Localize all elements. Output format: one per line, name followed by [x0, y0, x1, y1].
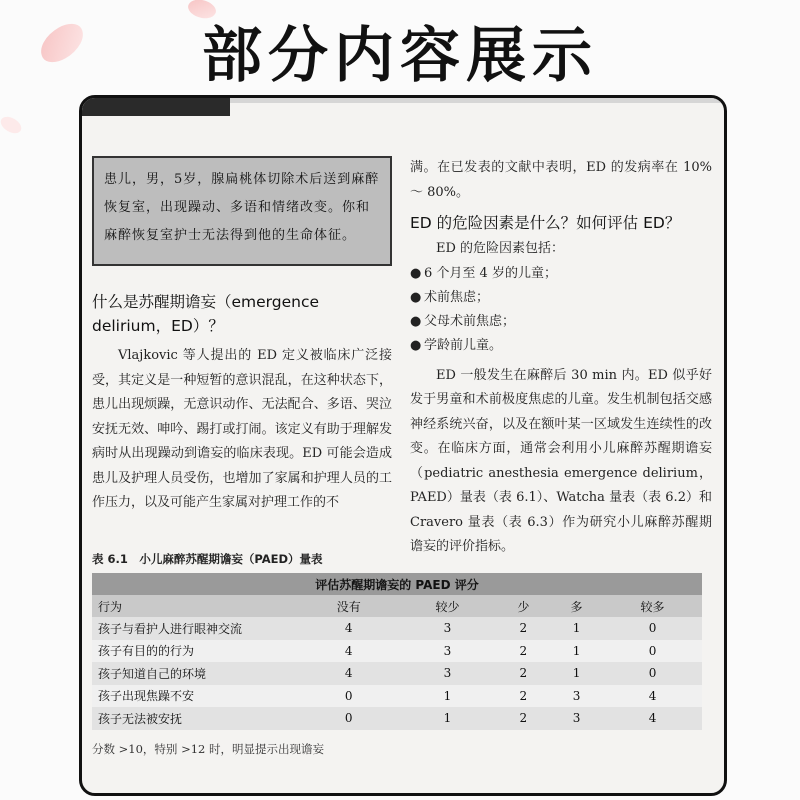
- score-cell: 3: [443, 643, 452, 658]
- score-cell: 2: [519, 643, 528, 658]
- bullet-icon: ●: [410, 289, 422, 305]
- right-column: [410, 156, 712, 560]
- behavior-cell: 孩子出现焦躁不安: [98, 689, 195, 704]
- score-cell: 3: [572, 711, 581, 726]
- column-header: 没有: [299, 595, 398, 617]
- banner-title: 部分内容展示: [202, 21, 598, 91]
- bullet-icon: ●: [410, 265, 422, 281]
- score-cell: 3: [443, 621, 452, 636]
- mechanism-paragraph: ED 一般发生在麻醉后 30 min 内。ED 似乎好发于男童和术前极度焦虑的儿童。发生机制包括交感神经系统兴奋，以及在额叶某一区域发生连续性的改变。在临床方面，通常会利用小儿麻醉苏醒期谵妄（pediatric anesthesia emergence delirium，PAED）量表（表 6.1）、Watcha 量表（表 6.2）和 Cravero 量表（表 6.3）作为研究小儿麻醉苏醒期谵妄的评价指标。: [410, 367, 712, 554]
- score-cell: 4: [344, 621, 353, 636]
- page-header-bar: [82, 98, 230, 116]
- score-cell: 0: [344, 688, 353, 703]
- score-cell: 1: [572, 666, 581, 681]
- list-item: ● 6 个月至 4 岁的儿童；: [410, 262, 712, 286]
- score-cell: 4: [648, 688, 657, 703]
- page-header-line: [230, 98, 724, 103]
- score-cell: 0: [648, 643, 657, 658]
- paed-table-container: [92, 573, 702, 730]
- score-cell: 3: [443, 666, 452, 681]
- case-box: 患儿，男，5岁，腺扁桃体切除术后送到麻醉恢复室，出现躁动、多语和情绪改变。你和麻醉恢复室护士无法得到他的生命体征。: [92, 156, 392, 266]
- decorative-petal: [0, 113, 24, 138]
- behavior-cell: 孩子有目的的行为: [98, 644, 195, 659]
- column-header: 少: [497, 595, 550, 617]
- risk-factor-list: [410, 262, 712, 358]
- score-cell: 4: [344, 643, 353, 658]
- behavior-cell: 孩子无法被安抚: [98, 711, 183, 726]
- behavior-cell: 孩子知道自己的环境: [98, 666, 207, 681]
- table-row: [92, 662, 702, 685]
- score-cell: 0: [344, 711, 353, 726]
- table-row: [92, 617, 702, 640]
- column-header: 多: [550, 595, 603, 617]
- bullet-icon: ●: [410, 337, 422, 353]
- table-super-header: 评估苏醒期谵妄的 PAED 评分: [92, 573, 702, 595]
- book-page-frame: [79, 95, 727, 796]
- section-heading-emergence-delirium: 什么是苏醒期谵妄（emergence delirium，ED）？: [92, 293, 320, 335]
- risk-intro: ED 的危险因素包括：: [436, 241, 565, 256]
- table-footnote: 分数 >10，特别 >12 时，明显提示出现谵妄: [92, 742, 325, 756]
- section-heading-risk-factors: ED 的危险因素是什么？如何评估 ED？: [410, 214, 681, 232]
- definition-paragraph: Vlajkovic 等人提出的 ED 定义被临床广泛接受，其定义是一种短暂的意识混乱，在这种状态下，患儿出现烦躁，无意识动作、无法配合、多语、哭泣安抚无效、呻吟、踢打或打闹。该定义有助于理解发病时从出现躁动到谵妄的临床表现。ED 可能会造成患儿及护理人员受伤，也增加了家属和护理人员的工作压力，以及可能产生家属对护理工作的不: [92, 348, 392, 510]
- column-header: 行为: [92, 595, 299, 617]
- list-item: ● 术前焦虑；: [410, 286, 712, 310]
- table-row: [92, 707, 702, 730]
- score-cell: 1: [572, 643, 581, 658]
- behavior-cell: 孩子与看护人进行眼神交流: [98, 621, 243, 636]
- score-cell: 1: [443, 711, 452, 726]
- column-header: 较少: [398, 595, 497, 617]
- score-cell: 4: [344, 666, 353, 681]
- continuation-paragraph: 满。在已发表的文献中表明，ED 的发病率在 10% ～ 80%。: [410, 160, 712, 200]
- score-cell: 2: [519, 688, 528, 703]
- table-row: [92, 640, 702, 663]
- list-item: ● 父母术前焦虑；: [410, 310, 712, 334]
- score-cell: 2: [519, 621, 528, 636]
- score-cell: 0: [648, 621, 657, 636]
- paed-table: [92, 573, 702, 730]
- table-row: [92, 685, 702, 708]
- score-cell: 1: [443, 688, 452, 703]
- list-item: ● 学龄前儿童。: [410, 334, 712, 358]
- score-cell: 4: [648, 711, 657, 726]
- column-header: 较多: [603, 595, 702, 617]
- score-cell: 2: [519, 666, 528, 681]
- table-caption: 表 6.1 小儿麻醉苏醒期谵妄（PAED）量表: [92, 552, 323, 566]
- score-cell: 1: [572, 621, 581, 636]
- score-cell: 3: [572, 688, 581, 703]
- left-column: [92, 156, 392, 516]
- bullet-icon: ●: [410, 313, 422, 329]
- score-cell: 0: [648, 666, 657, 681]
- score-cell: 2: [519, 711, 528, 726]
